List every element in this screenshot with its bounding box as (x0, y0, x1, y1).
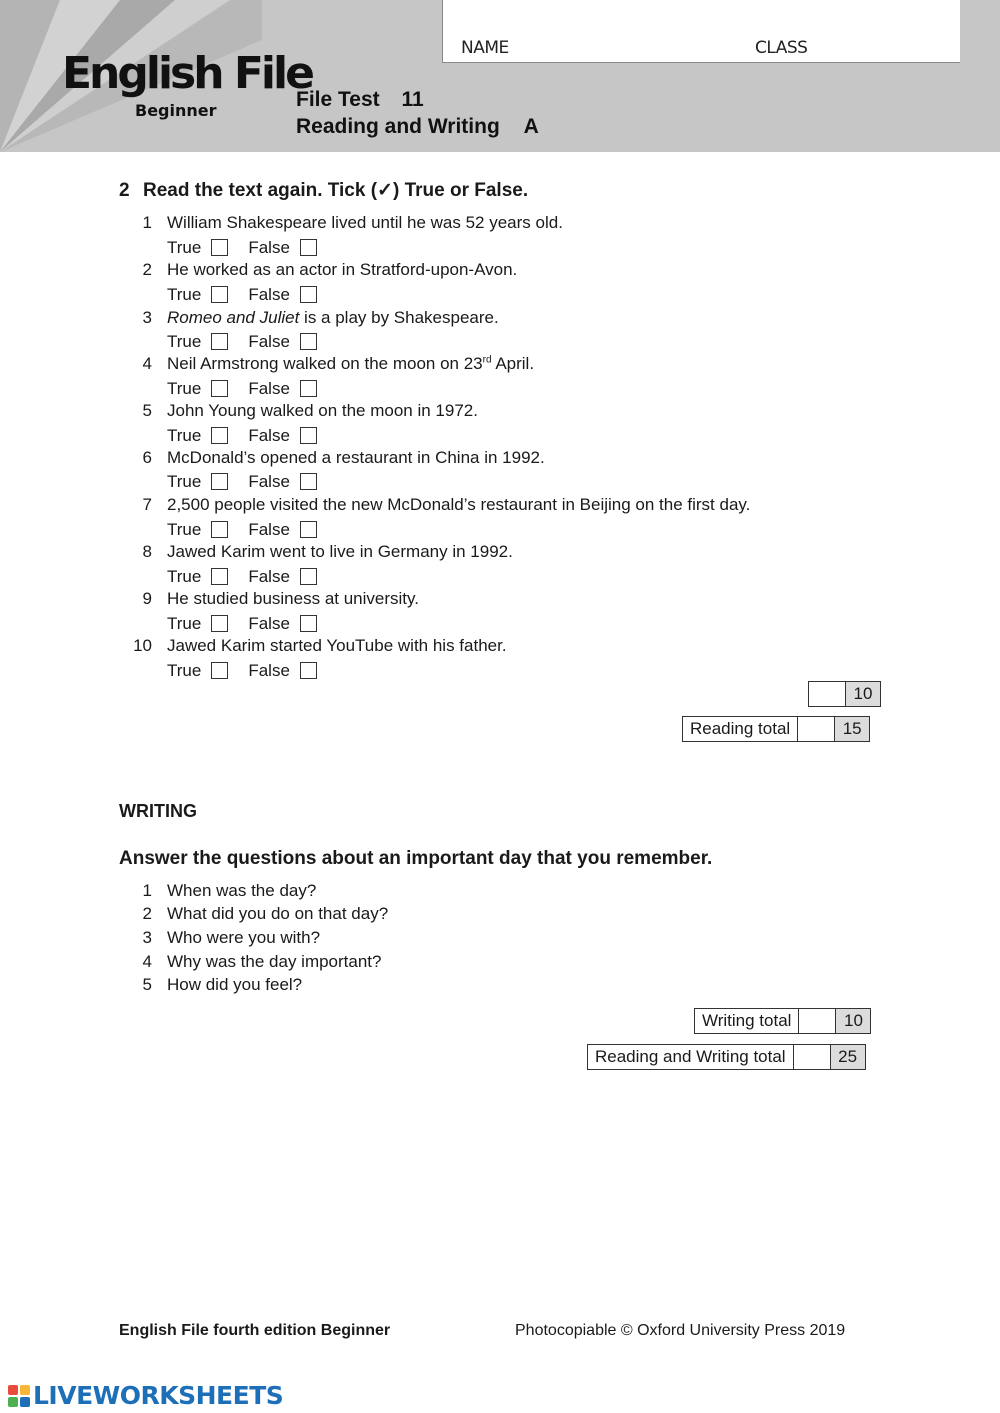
item-text: Jawed Karim started YouTube with his father. (167, 636, 507, 655)
false-label: False (248, 566, 290, 586)
question-number: 2 (142, 904, 152, 923)
grid-square-3 (8, 1397, 18, 1407)
score-input-cell[interactable] (808, 681, 845, 707)
rw-total-label: Reading and Writing total (587, 1044, 793, 1070)
writing-section-title: WRITING (119, 801, 197, 821)
question-number: 3 (142, 928, 152, 947)
item-number: 5 (142, 401, 152, 420)
false-checkbox[interactable] (300, 333, 317, 350)
false-checkbox[interactable] (300, 286, 317, 303)
true-label: True (167, 284, 202, 304)
task-number: 2 (119, 180, 130, 201)
item-text (167, 308, 499, 328)
reading-total-max: 15 (834, 716, 870, 742)
reading-total-label: Reading total (682, 716, 797, 742)
item-text: McDonald’s opened a restaurant in China in 1992. (167, 448, 545, 467)
true-label: True (167, 331, 202, 351)
question-text: When was the day? (167, 881, 317, 900)
false-label: False (248, 471, 290, 491)
question-number: 5 (142, 975, 152, 994)
true-checkbox[interactable] (211, 239, 228, 256)
false-label: False (248, 331, 290, 351)
false-label: False (248, 613, 290, 633)
item-text: William Shakespeare lived until he was 52 years old. (167, 213, 563, 232)
true-checkbox[interactable] (211, 662, 228, 679)
item-text: He worked as an actor in Stratford-upon-Avon. (167, 260, 518, 279)
false-checkbox[interactable] (300, 239, 317, 256)
question-text: Who were you with? (167, 928, 321, 947)
test-subtitle (296, 115, 539, 139)
true-label: True (167, 566, 202, 586)
play-title: Romeo and Juliet (167, 308, 300, 327)
false-checkbox[interactable] (300, 568, 317, 585)
item-number: 2 (142, 260, 152, 279)
true-checkbox[interactable] (211, 380, 228, 397)
tf-options (167, 331, 317, 352)
writing-total-input-cell[interactable] (798, 1008, 835, 1034)
class-label: CLASS (755, 38, 808, 58)
footer-copyright: Photocopiable © Oxford University Press 2019 (515, 1322, 846, 1339)
score-max: 10 (845, 681, 881, 707)
test-subtitle-text: Reading and Writing (296, 115, 500, 138)
false-checkbox[interactable] (300, 380, 317, 397)
writing-instruction: Answer the questions about an important day that you remember. (119, 848, 713, 869)
item-text (167, 354, 534, 374)
logo-subtitle: Beginner (135, 101, 217, 120)
item-number: 6 (142, 448, 152, 467)
true-checkbox[interactable] (211, 521, 228, 538)
item-text-rest: is a play by Shakespeare. (299, 308, 499, 327)
grid-square-1 (8, 1385, 18, 1395)
item-text: John Young walked on the moon in 1972. (167, 401, 478, 420)
header-band (0, 0, 1000, 152)
item-text: Jawed Karim went to live in Germany in 1992. (167, 542, 513, 561)
rw-total-input-cell[interactable] (793, 1044, 830, 1070)
name-class-box[interactable] (442, 0, 960, 63)
true-checkbox[interactable] (211, 427, 228, 444)
item-number: 9 (142, 589, 152, 608)
reading-total-input-cell[interactable] (797, 716, 834, 742)
rw-total-box (587, 1044, 866, 1070)
item-number: 10 (133, 636, 152, 655)
writing-total-box (694, 1008, 871, 1034)
tf-options (167, 471, 317, 492)
task-score-box (808, 681, 881, 707)
true-checkbox[interactable] (211, 473, 228, 490)
test-title (296, 88, 424, 112)
true-checkbox[interactable] (211, 286, 228, 303)
true-checkbox[interactable] (211, 615, 228, 632)
reading-total-box (682, 716, 870, 742)
item-number: 3 (142, 308, 152, 327)
ordinal-suffix: rd (482, 354, 492, 366)
false-label: False (248, 519, 290, 539)
true-label: True (167, 378, 202, 398)
liveworksheets-text: LIVEWORKSHEETS (33, 1381, 284, 1410)
tf-options (167, 284, 317, 305)
false-checkbox[interactable] (300, 427, 317, 444)
tf-options (167, 425, 317, 446)
false-label: False (248, 237, 290, 257)
task-instruction: Read the text again. Tick (✓) True or False. (143, 180, 529, 201)
tf-options (167, 378, 317, 399)
item-text: He studied business at university. (167, 589, 419, 608)
false-checkbox[interactable] (300, 521, 317, 538)
false-label: False (248, 425, 290, 445)
writing-total-label: Writing total (694, 1008, 798, 1034)
true-checkbox[interactable] (211, 333, 228, 350)
reading-task-heading (119, 179, 528, 202)
liveworksheets-logo (8, 1381, 283, 1410)
question-number: 4 (142, 952, 152, 971)
name-label: NAME (461, 38, 509, 58)
item-number: 4 (142, 354, 152, 373)
item-number: 1 (142, 213, 152, 232)
false-label: False (248, 378, 290, 398)
test-number: 11 (401, 88, 424, 111)
item-number: 7 (142, 495, 152, 514)
false-label: False (248, 660, 290, 680)
true-label: True (167, 425, 202, 445)
true-label: True (167, 613, 202, 633)
question-text: Why was the day important? (167, 952, 382, 971)
tf-options (167, 566, 317, 587)
item-text-end: April. (491, 354, 535, 373)
liveworksheets-grid-icon (8, 1385, 30, 1407)
logo-title: English File (62, 48, 312, 99)
item-text-start: Neil Armstrong walked on the moon on 23 (167, 354, 483, 373)
question-number: 1 (142, 881, 152, 900)
grid-square-2 (20, 1385, 30, 1395)
true-label: True (167, 471, 202, 491)
test-version: A (523, 115, 539, 138)
true-checkbox[interactable] (211, 568, 228, 585)
tf-options (167, 237, 317, 258)
writing-total-max: 10 (835, 1008, 871, 1034)
item-number: 8 (142, 542, 152, 561)
true-label: True (167, 237, 202, 257)
tf-options (167, 519, 317, 540)
false-label: False (248, 284, 290, 304)
false-checkbox[interactable] (300, 615, 317, 632)
rw-total-max: 25 (830, 1044, 866, 1070)
tf-options (167, 660, 317, 681)
true-label: True (167, 519, 202, 539)
item-text: 2,500 people visited the new McDonald’s restaurant in Beijing on the first day. (167, 495, 751, 514)
question-text: What did you do on that day? (167, 904, 389, 923)
true-label: True (167, 660, 202, 680)
tf-options (167, 613, 317, 634)
test-title-text: File Test (296, 88, 380, 111)
question-text: How did you feel? (167, 975, 303, 994)
grid-square-4 (20, 1397, 30, 1407)
false-checkbox[interactable] (300, 473, 317, 490)
false-checkbox[interactable] (300, 662, 317, 679)
footer-edition: English File fourth edition Beginner (119, 1322, 391, 1339)
